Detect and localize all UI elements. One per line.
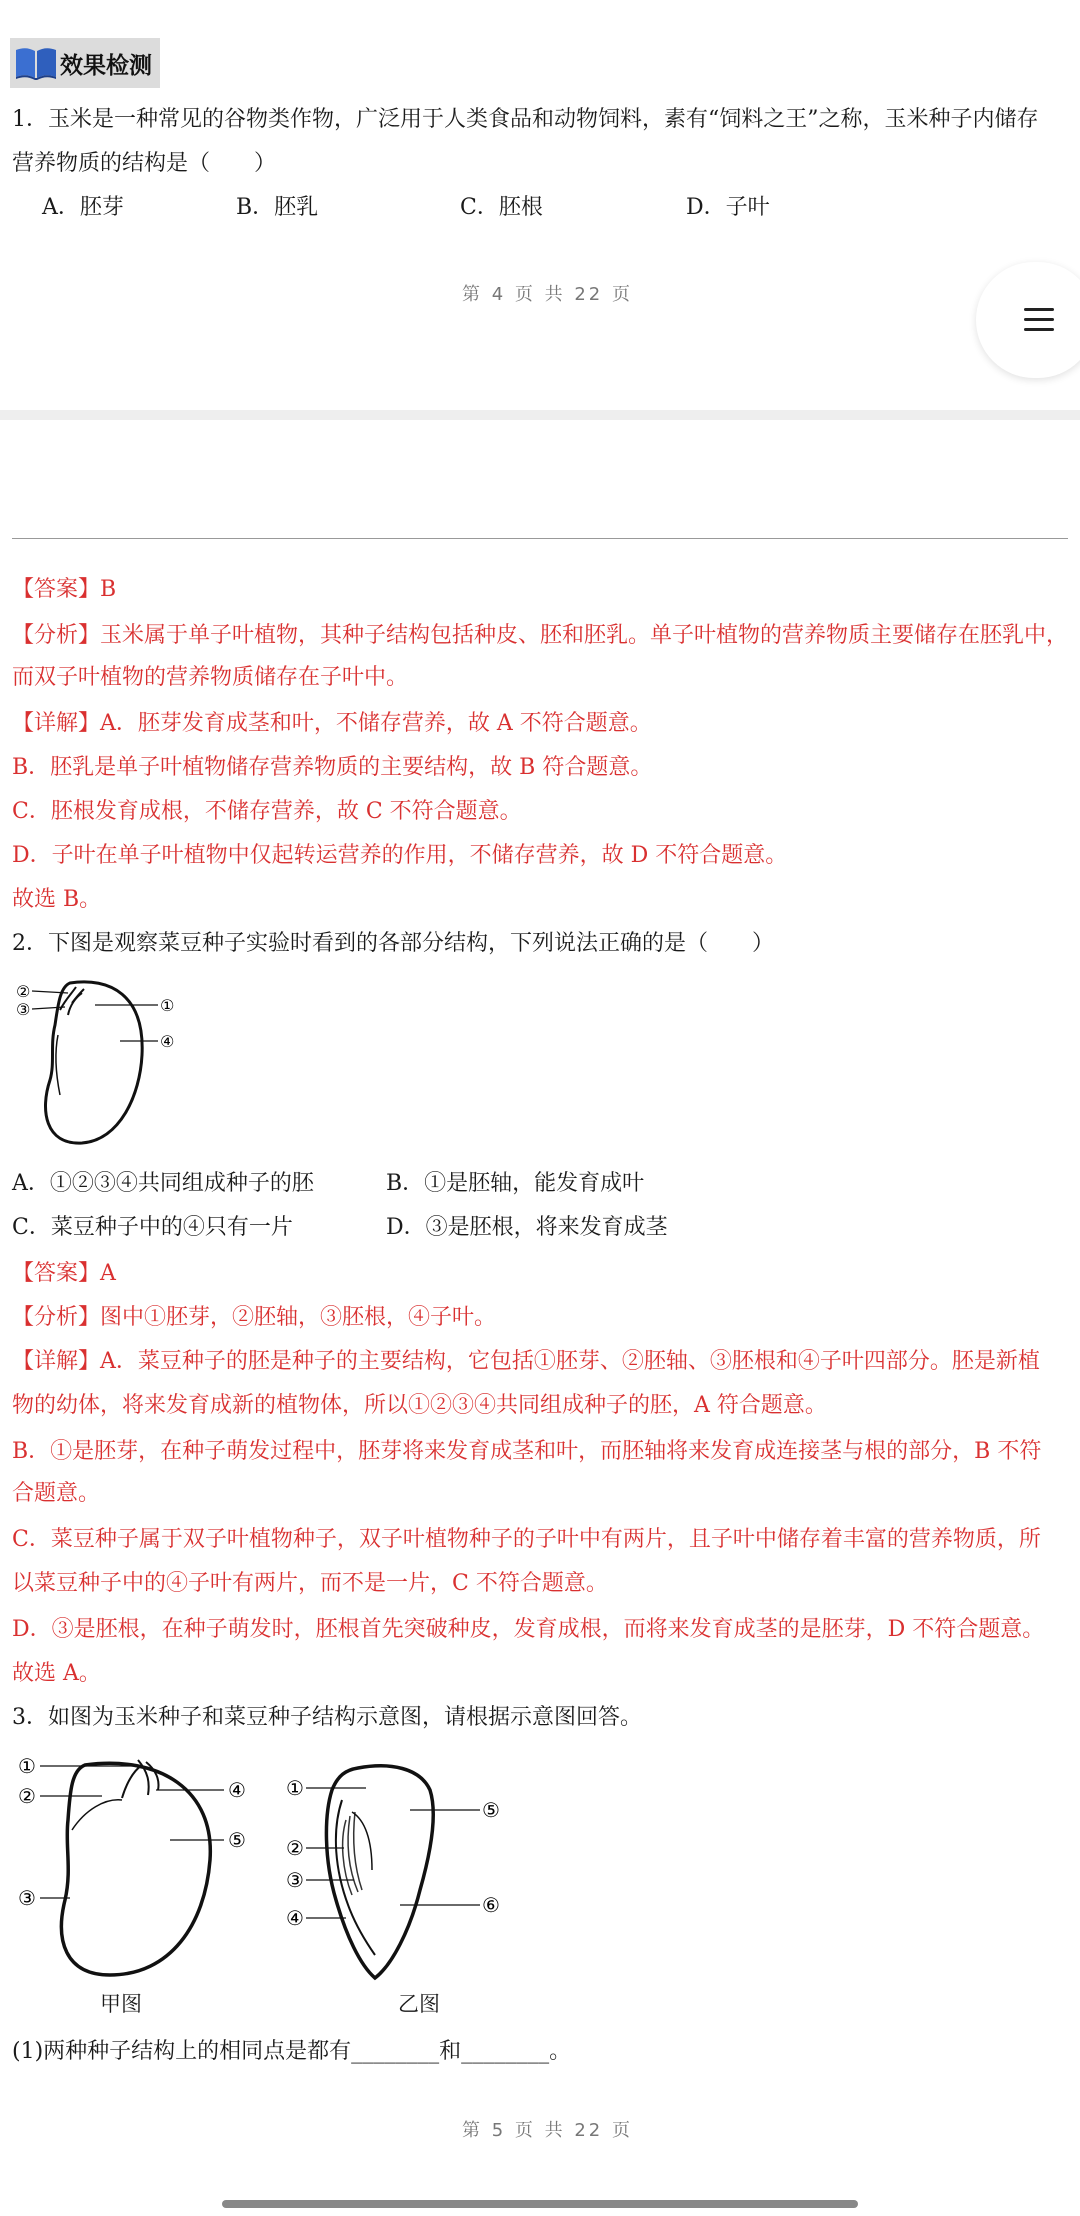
q2-detail-c-line1: C．菜豆种子属于双子叶植物种子，双子叶植物种子的子叶中有两片，且子叶中储存着丰富的营养物质，所	[12, 1527, 1041, 1552]
fig-a-label-2: ②	[18, 1784, 36, 1808]
q1-analysis-line1: 【分析】玉米属于单子叶植物，其种子结构包括种皮、胚和胚乳。单子叶植物的营养物质主要储存在胚乳中，	[12, 623, 1069, 648]
fig-a-label-1: ①	[18, 1754, 36, 1778]
q2-detail-b-line1: B．①是胚芽，在种子萌发过程中，胚芽将来发育成茎和叶，而胚轴将来发育成连接茎与根的部分，B 不符	[12, 1439, 1042, 1464]
fig-a-label-4: ④	[228, 1778, 246, 1802]
page-header-rule	[12, 538, 1068, 539]
fig-b-label-3: ③	[286, 1868, 304, 1892]
q1-stem-line1: 1．玉米是一种常见的谷物类作物，广泛用于人类食品和动物饲料，素有“饲料之王”之称，玉米种子内储存	[12, 107, 1039, 132]
q1-option-c: C．胚根	[460, 195, 543, 220]
q1-detail-d: D．子叶在单子叶植物中仅起转运营养的作用，不储存营养，故 D 不符合题意。	[12, 843, 788, 868]
fig-b-label-5: ⑤	[482, 1798, 500, 1822]
fig-b-label-2: ②	[286, 1836, 304, 1860]
q1-stem-line2: 营养物质的结构是（ ）	[12, 151, 277, 176]
hamburger-menu-icon	[1024, 308, 1054, 311]
menu-button[interactable]	[976, 262, 1080, 378]
fig-a-label-3: ③	[18, 1886, 36, 1910]
q2-detail-a-line1: 【详解】A．菜豆种子的胚是种子的主要结构，它包括①胚芽、②胚轴、③胚根和④子叶四部分。胚是新植	[12, 1349, 1040, 1374]
fig-b-label-1: ①	[286, 1776, 304, 1800]
q2-detail-c-line2: 以菜豆种子中的④子叶有两片，而不是一片，C 不符合题意。	[12, 1571, 608, 1596]
bean-label-4: ④	[160, 1032, 175, 1051]
q1-analysis-line2: 而双子叶植物的营养物质储存在子叶中。	[12, 665, 409, 690]
q1-option-a: A．胚芽	[42, 195, 124, 220]
bean-seed-figure-a	[10, 1750, 270, 1980]
q3-stem: 3．如图为玉米种子和菜豆种子结构示意图，请根据示意图回答。	[12, 1705, 642, 1730]
q2-detail-a-line2: 物的幼体，将来发育成新的植物体，所以①②③④共同组成种子的胚，A 符合题意。	[12, 1393, 827, 1418]
fig-a-caption: 甲图	[100, 1992, 142, 2016]
fig-b-label-4: ④	[286, 1906, 304, 1930]
q1-option-b: B．胚乳	[236, 195, 319, 220]
q2-option-c: C．菜豆种子中的④只有一片	[12, 1215, 293, 1240]
page-footer-5: 第 5 页 共 22 页	[462, 2120, 633, 2141]
page-gap	[0, 410, 1080, 420]
bean-label-2: ②	[16, 982, 31, 1001]
q2-option-b: B．①是胚轴，能发育成叶	[386, 1171, 645, 1196]
q3-subquestion-1: (1)两种种子结构上的相同点是都有________和________。	[12, 2039, 572, 2064]
home-indicator[interactable]	[222, 2200, 858, 2208]
bean-label-3: ③	[16, 1000, 31, 1019]
q2-analysis: 【分析】图中①胚芽，②胚轴，③胚根，④子叶。	[12, 1305, 497, 1330]
q2-detail-d: D．③是胚根，在种子萌发时，胚根首先突破种皮，发育成根，而将来发育成茎的是胚芽，D 不符合题意。	[12, 1617, 1045, 1642]
q1-detail-b: B．胚乳是单子叶植物储存营养物质的主要结构，故 B 符合题意。	[12, 755, 653, 780]
bean-seed-figure	[10, 975, 200, 1155]
q1-detail-c: C．胚根发育成根，不储存营养，故 C 不符合题意。	[12, 799, 522, 824]
q1-answer: 【答案】B	[12, 577, 117, 602]
section-title: 效果检测	[60, 53, 152, 79]
q1-detail-a: 【详解】A．胚芽发育成茎和叶，不储存营养，故 A 不符合题意。	[12, 711, 652, 736]
q1-option-d: D．子叶	[686, 195, 770, 220]
fig-b-caption: 乙图	[398, 1992, 440, 2016]
bean-label-1: ①	[160, 996, 175, 1015]
q2-stem: 2．下图是观察菜豆种子实验时看到的各部分结构，下列说法正确的是（ ）	[12, 931, 774, 956]
q2-answer: 【答案】A	[12, 1261, 116, 1286]
book-icon	[14, 46, 58, 80]
q2-option-a: A．①②③④共同组成种子的胚	[12, 1171, 314, 1196]
section-header	[10, 38, 160, 88]
fig-b-label-6: ⑥	[482, 1893, 500, 1917]
q1-choose: 故选 B。	[12, 887, 102, 912]
page-footer-4: 第 4 页 共 22 页	[462, 284, 633, 305]
fig-a-label-5: ⑤	[228, 1828, 246, 1852]
corn-seed-figure-b	[280, 1760, 520, 1985]
q2-option-d: D．③是胚根，将来发育成茎	[386, 1215, 668, 1240]
q2-detail-b-line2: 合题意。	[12, 1481, 101, 1506]
q2-choose: 故选 A。	[12, 1661, 101, 1686]
